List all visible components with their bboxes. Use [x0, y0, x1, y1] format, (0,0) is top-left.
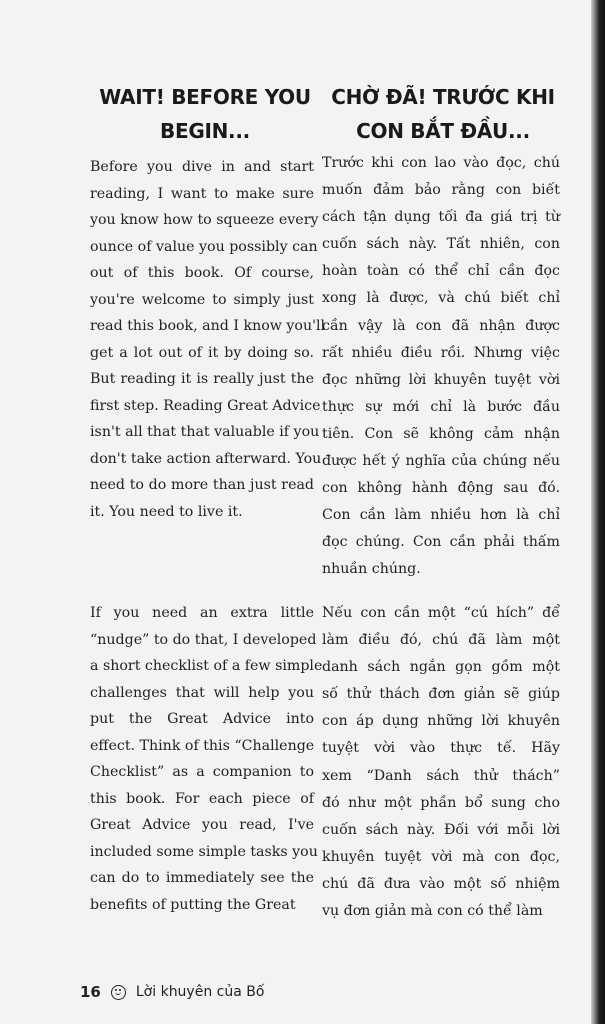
text-line: xem “Danh sách thử thách” [322, 767, 560, 784]
text-line: danh sách ngắn gọn gồm một [322, 659, 560, 676]
text-line: But reading it is really just the [90, 371, 314, 387]
text-line: challenges that will help you [90, 684, 314, 701]
text-line: If you need an extra little [90, 605, 314, 621]
text-line: need to do more than just read [90, 477, 314, 493]
text-line: thực sự mới chỉ là bước đầu [322, 398, 560, 415]
heading-line: CHỜ ĐÃ! TRƯỚC KHI [331, 85, 555, 109]
text-line: tiên. Con sẽ không cảm nhận [322, 425, 560, 442]
text-line: muốn đảm bảo rằng con biết [322, 182, 560, 199]
text-line: don't take action afterward. You [90, 450, 322, 467]
text-line: isn't all that that valuable if you [90, 424, 320, 440]
text-line: can do to immediately see the [90, 870, 314, 886]
page-number: 16 [80, 983, 101, 1001]
text-line: this book. For each piece of [90, 790, 314, 807]
text-line: get a lot out of it by doing so. [90, 344, 314, 361]
text-line: read this book, and I know you'll [90, 318, 326, 334]
text-line: “nudge” to do that, I developed [90, 631, 317, 648]
text-line: khuyên tuyệt vời mà con đọc, [322, 848, 560, 865]
text-line: Nếu con cần một “cú hích” để [322, 605, 560, 621]
text-line: you're welcome to simply just [90, 291, 314, 308]
text-line: it. You need to live it. [90, 503, 243, 520]
text-line: ounce of value you possibly can [90, 238, 318, 255]
book-title: Lời khuyên của Bố [135, 984, 265, 1000]
text-line: Before you dive in and start [90, 159, 314, 175]
heading-line: BEGIN... [160, 119, 250, 143]
heading-line: CON BẮT ĐẦU... [356, 119, 530, 143]
text-line: được hết ý nghĩa của chúng nếu [322, 453, 560, 470]
text-line: reading, I want to make sure [90, 185, 314, 202]
text-line: cách tận dụng tối đa giá trị từ [322, 209, 560, 226]
text-line: chú đã đưa vào một số nhiệm [322, 875, 560, 892]
text-line: đó như một phần bổ sung cho [322, 794, 560, 811]
text-line: cần vậy là con đã nhận được [322, 317, 560, 334]
heading-vietnamese [318, 80, 568, 148]
text-line: làm điều đó, chú đã làm một [322, 632, 560, 649]
text-line: con không hành động sau đó. [322, 480, 560, 497]
text-line: out of this book. Of course, [90, 265, 314, 281]
text-line: Checklist” as a companion to [90, 764, 314, 780]
vietnamese-paragraph-2 [322, 600, 560, 925]
heading-english [90, 80, 320, 148]
text-line: Con cần làm nhiều hơn là chỉ [322, 507, 560, 524]
text-line: first step. Reading Great Advice [90, 397, 321, 414]
text-line: vụ đơn giản mà con có thể làm [322, 903, 543, 920]
page-edge [591, 0, 605, 1024]
text-line: xong là được, và chú biết chỉ [322, 290, 560, 307]
text-line: cuốn sách này. Đối với mỗi lời [322, 821, 560, 838]
text-line: rất nhiều điều rồi. Nhưng việc [322, 344, 560, 361]
text-line: đọc những lời khuyên tuyệt vời [322, 371, 560, 388]
text-line: effect. Think of this “Challenge [90, 737, 315, 754]
english-paragraph-2 [90, 600, 323, 918]
text-line: Trước khi con lao vào đọc, chú [322, 155, 560, 171]
text-line: you know how to squeeze every [90, 212, 319, 228]
text-line: hoàn toàn có thể chỉ cần đọc [322, 263, 560, 280]
text-line: nhuần chúng. [322, 561, 421, 578]
text-line: tuyệt vời vào thực tế. Hãy [322, 740, 560, 757]
text-line: benefits of putting the Great [90, 896, 296, 913]
text-line: số thử thách đơn giản sẽ giúp [322, 686, 560, 703]
text-line: Great Advice you read, I've [90, 817, 314, 833]
text-line: con áp dụng những lời khuyên [322, 713, 560, 730]
text-line: cuốn sách này. Tất nhiên, con [322, 236, 560, 253]
english-paragraph-1 [90, 154, 326, 525]
text-line: put the Great Advice into [90, 711, 314, 727]
smiley-icon [111, 985, 126, 1000]
text-line: included some simple tasks you [90, 843, 318, 860]
vietnamese-paragraph-1 [322, 150, 560, 584]
text-line: đọc chúng. Con cần phải thấm [322, 534, 560, 551]
text-line: a short checklist of a few simple [90, 658, 323, 674]
heading-line: WAIT! BEFORE YOU [99, 85, 311, 109]
page-footer [80, 983, 264, 1001]
